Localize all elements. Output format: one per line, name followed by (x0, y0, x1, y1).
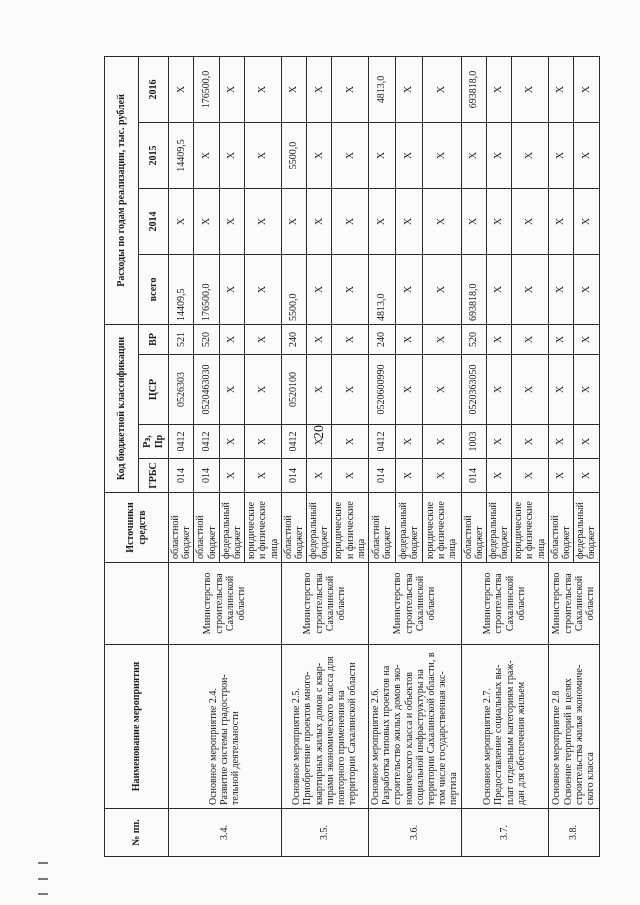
cell-source: областной бюджет (461, 493, 486, 563)
cell-grbs: X (574, 459, 599, 493)
cell-2014: X (332, 188, 369, 254)
cell-grbs: X (395, 459, 422, 493)
cell-vr: 520 (461, 324, 486, 354)
cell-2014: X (512, 188, 549, 254)
cell-total: X (548, 254, 573, 324)
cell-executor: Министерство строительства Сахалинской области (369, 563, 462, 645)
rotated-table-container (104, 57, 598, 857)
cell-vr: X (574, 324, 599, 354)
header-2015: 2015 (139, 122, 169, 188)
cell-2015: X (422, 122, 461, 188)
cell-2015: X (574, 122, 599, 188)
header-sources: Источники средств (105, 493, 169, 563)
cell-rzpr: 0412 (194, 425, 219, 459)
cell-total: X (332, 254, 369, 324)
cell-source: федеральный бюджет (219, 493, 244, 563)
cell-csr: 0520600990 (369, 355, 396, 425)
header-rzpr: Рз, Пр (139, 425, 169, 459)
cell-vr: X (332, 324, 369, 354)
cell-total: X (486, 254, 511, 324)
cell-total: 4813,0 (369, 254, 396, 324)
cell-csr: 0520100 (281, 355, 306, 425)
cell-2015: X (548, 122, 573, 188)
header-csr: ЦСР (139, 355, 169, 425)
cell-2014: X (422, 188, 461, 254)
cell-vr: X (307, 324, 332, 354)
cell-vr: X (548, 324, 573, 354)
cell-csr: X (395, 355, 422, 425)
cell-rzpr: X (307, 425, 332, 459)
cell-2015: X (307, 122, 332, 188)
cell-rzpr: X (574, 425, 599, 459)
cell-2014: X (307, 188, 332, 254)
cell-csr: X (219, 355, 244, 425)
cell-grbs: X (307, 459, 332, 493)
cell-name: Основное мероприятие 2.8 Освоение территорий в целях строительства жилья экономиче-ского класса (548, 645, 599, 809)
cell-vr: 240 (281, 324, 306, 354)
cell-name: Основное мероприятие 2.7. Предоставление социальных вы-плат отдельным категориям граж-дан для обеспечения жильем (461, 645, 548, 809)
cell-2015: X (461, 122, 486, 188)
cell-num: 3.6. (369, 809, 462, 857)
cell-2015: X (369, 122, 396, 188)
cell-source: юридические и физические лица (512, 493, 549, 563)
cell-2015: X (194, 122, 219, 188)
cell-grbs: X (486, 459, 511, 493)
cell-2014: X (194, 188, 219, 254)
cell-2016: X (574, 56, 599, 122)
cell-source: юридические и физические лица (245, 493, 282, 563)
table-row (281, 56, 306, 856)
cell-name: Основное мероприятие 2.6. Разработка типовых проектов на строительство жилых домов эко-номического класса и объектов социальной инфраструктуры на территории Сахалинской области, в том числе государственная экс-пертиза (369, 645, 462, 809)
cell-vr: X (219, 324, 244, 354)
cell-2014: X (369, 188, 396, 254)
cell-num: 3.8. (548, 809, 599, 857)
cell-csr: X (512, 355, 549, 425)
cell-grbs: 014 (194, 459, 219, 493)
cell-vr: X (422, 324, 461, 354)
table-row (548, 56, 573, 856)
header-num: № пп. (105, 809, 169, 857)
cell-name: Основное мероприятие 2.5. Приобретение проектов много-квартирных жилых домов с квар-тирами экономического класса для повторного применения на территории Сахалинской области (281, 645, 368, 809)
cell-rzpr: X (245, 425, 282, 459)
header-vr: ВР (139, 324, 169, 354)
cell-grbs: X (422, 459, 461, 493)
cell-2016: X (512, 56, 549, 122)
cell-total: 176500,0 (194, 254, 219, 324)
cell-2016: X (169, 56, 194, 122)
cell-grbs: X (245, 459, 282, 493)
cell-vr: 240 (369, 324, 396, 354)
cell-2015: X (245, 122, 282, 188)
cell-2014: X (395, 188, 422, 254)
cell-rzpr: X (548, 425, 573, 459)
cell-2015: X (512, 122, 549, 188)
cell-rzpr: X (486, 425, 511, 459)
cell-2016: 4813,0 (369, 56, 396, 122)
cell-rzpr: X (395, 425, 422, 459)
cell-2016: X (307, 56, 332, 122)
page-number: 20 (312, 425, 327, 439)
cell-2015: X (395, 122, 422, 188)
cell-source: федеральный бюджет (486, 493, 511, 563)
cell-rzpr: 0412 (369, 425, 396, 459)
table-row (169, 56, 194, 856)
cell-2014: X (486, 188, 511, 254)
cell-2014: X (281, 188, 306, 254)
cell-total: 5500,0 (281, 254, 306, 324)
cell-name: Основное мероприятие 2.4. Развитие системы градострои-тельной деятельности (169, 645, 282, 809)
cell-executor: Министерство строительства Сахалинской области (548, 563, 599, 645)
cell-2016: 693818,0 (461, 56, 486, 122)
cell-grbs: X (548, 459, 573, 493)
cell-rzpr: 0412 (169, 425, 194, 459)
cell-2014: X (461, 188, 486, 254)
cell-2014: X (219, 188, 244, 254)
header-grbs: ГРБС (139, 459, 169, 493)
cell-source: областной бюджет (169, 493, 194, 563)
cell-grbs: 014 (461, 459, 486, 493)
header-total: всего (139, 254, 169, 324)
cell-2016: X (219, 56, 244, 122)
cell-2014: X (574, 188, 599, 254)
cell-source: федеральный бюджет (307, 493, 332, 563)
cell-2015: X (486, 122, 511, 188)
table-row (461, 56, 486, 856)
cell-vr: X (512, 324, 549, 354)
header-executor (105, 563, 169, 645)
cell-rzpr: X (332, 425, 369, 459)
cell-grbs: 014 (369, 459, 396, 493)
cell-grbs: X (512, 459, 549, 493)
cell-2016: 176500,0 (194, 56, 219, 122)
scan-mark (38, 893, 48, 895)
cell-grbs: 014 (281, 459, 306, 493)
cell-total: 693818,0 (461, 254, 486, 324)
cell-total: X (512, 254, 549, 324)
cell-2016: X (332, 56, 369, 122)
cell-rzpr: X (219, 425, 244, 459)
cell-num: 3.7. (461, 809, 548, 857)
cell-2014: X (169, 188, 194, 254)
header-2016: 2016 (139, 56, 169, 122)
cell-num: 3.4. (169, 809, 282, 857)
cell-2016: X (548, 56, 573, 122)
cell-csr: X (307, 355, 332, 425)
cell-executor: Министерство строительства Сахалинской области (281, 563, 368, 645)
cell-2016: X (422, 56, 461, 122)
cell-source: федеральный бюджет (395, 493, 422, 563)
cell-grbs: X (219, 459, 244, 493)
table-row (369, 56, 396, 856)
cell-rzpr: X (422, 425, 461, 459)
cell-vr: 520 (194, 324, 219, 354)
cell-total: 14409,5 (169, 254, 194, 324)
cell-source: областной бюджет (281, 493, 306, 563)
cell-rzpr: 0412 (281, 425, 306, 459)
cell-2015: X (332, 122, 369, 188)
cell-total: X (307, 254, 332, 324)
cell-csr: X (548, 355, 573, 425)
cell-total: X (422, 254, 461, 324)
cell-vr: 521 (169, 324, 194, 354)
cell-source: юридические и физические лица (332, 493, 369, 563)
cell-num: 3.5. (281, 809, 368, 857)
cell-2014: X (548, 188, 573, 254)
cell-2015: 5500,0 (281, 122, 306, 188)
cell-rzpr: X (512, 425, 549, 459)
cell-total: X (219, 254, 244, 324)
header-2014: 2014 (139, 188, 169, 254)
budget-table (104, 56, 600, 857)
header-budget-code: Код бюджетной классификации (105, 324, 139, 492)
cell-vr: X (395, 324, 422, 354)
header-name: Наименование мероприятия (105, 645, 169, 809)
cell-csr: X (422, 355, 461, 425)
cell-2016: X (245, 56, 282, 122)
cell-total: X (395, 254, 422, 324)
cell-total: X (574, 254, 599, 324)
cell-source: юридические и физические лица (422, 493, 461, 563)
cell-2015: X (219, 122, 244, 188)
cell-grbs: 014 (169, 459, 194, 493)
cell-source: областной бюджет (548, 493, 573, 563)
cell-2015: 14409,5 (169, 122, 194, 188)
cell-2014: X (245, 188, 282, 254)
cell-csr: 0526303 (169, 355, 194, 425)
header-expenses: Расходы по годам реализации, тыс. рублей (105, 56, 139, 324)
cell-grbs: X (332, 459, 369, 493)
cell-csr: X (486, 355, 511, 425)
cell-2016: X (486, 56, 511, 122)
cell-total: X (245, 254, 282, 324)
cell-rzpr: 1003 (461, 425, 486, 459)
cell-vr: X (486, 324, 511, 354)
cell-2016: X (395, 56, 422, 122)
cell-source: федеральный бюджет (574, 493, 599, 563)
cell-csr: X (332, 355, 369, 425)
cell-csr: X (574, 355, 599, 425)
cell-csr: 0520363050 (461, 355, 486, 425)
cell-vr: X (245, 324, 282, 354)
cell-csr: X (245, 355, 282, 425)
cell-csr: 0520463030 (194, 355, 219, 425)
scan-mark (38, 878, 48, 880)
cell-2016: X (281, 56, 306, 122)
cell-executor: Министерство строительства Сахалинской области (461, 563, 548, 645)
cell-source: областной бюджет (194, 493, 219, 563)
cell-executor: Министерство строительства Сахалинской области (169, 563, 282, 645)
scan-mark (38, 862, 48, 864)
cell-source: областной бюджет (369, 493, 396, 563)
